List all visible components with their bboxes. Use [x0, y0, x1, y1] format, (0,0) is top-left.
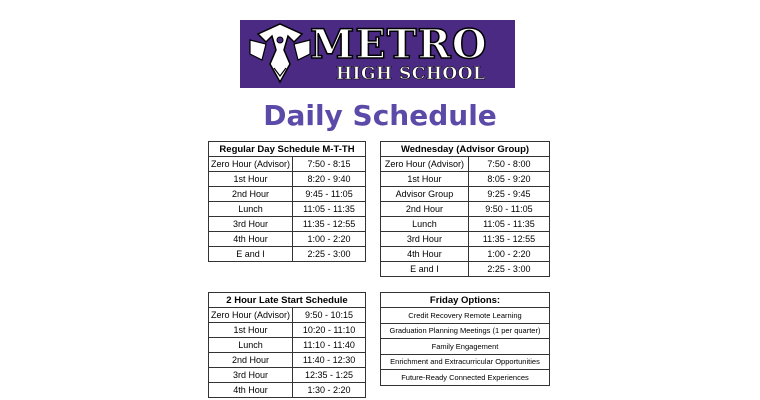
period-name: Lunch	[381, 217, 469, 232]
table-row	[209, 308, 366, 323]
period-name: 2nd Hour	[381, 202, 469, 217]
table-row	[209, 217, 366, 232]
period-name: Zero Hour (Advisor)	[381, 157, 469, 172]
table-row	[209, 172, 366, 187]
friday-options-table	[380, 292, 550, 386]
table-row	[209, 232, 366, 247]
period-name: Zero Hour (Advisor)	[209, 157, 293, 172]
period-time: 1:00 - 2:20	[468, 247, 549, 262]
table-row	[209, 187, 366, 202]
period-time: 8:20 - 9:40	[293, 172, 366, 187]
period-time: 7:50 - 8:15	[293, 157, 366, 172]
regular-day-table	[208, 141, 366, 262]
table-row	[381, 157, 550, 172]
period-time: 11:35 - 12:55	[468, 232, 549, 247]
table-title: Regular Day Schedule M-T-TH	[209, 142, 366, 157]
list-item	[381, 323, 550, 339]
period-name: E and I	[209, 247, 293, 262]
period-time: 9:25 - 9:45	[468, 187, 549, 202]
period-name: 3rd Hour	[209, 368, 293, 383]
period-name: E and I	[381, 262, 469, 277]
table-row	[381, 247, 550, 262]
table-row	[209, 383, 366, 398]
school-logo	[240, 20, 515, 88]
period-time: 1:00 - 2:20	[293, 232, 366, 247]
wednesday-table	[380, 141, 550, 277]
period-name: 1st Hour	[209, 172, 293, 187]
friday-option: Credit Recovery Remote Learning	[381, 308, 550, 324]
table-row	[381, 262, 550, 277]
period-time: 11:35 - 12:55	[293, 217, 366, 232]
period-name: Lunch	[209, 338, 293, 353]
period-time: 11:40 - 12:30	[293, 353, 366, 368]
period-name: Lunch	[209, 202, 293, 217]
table-title: 2 Hour Late Start Schedule	[209, 293, 366, 308]
period-name: Advisor Group	[381, 187, 469, 202]
table-row	[209, 368, 366, 383]
period-name: 2nd Hour	[209, 353, 293, 368]
period-name: 1st Hour	[209, 323, 293, 338]
friday-option: Future-Ready Connected Experiences	[381, 370, 550, 386]
table-row	[209, 353, 366, 368]
table-title: Wednesday (Advisor Group)	[381, 142, 550, 157]
list-item	[381, 370, 550, 386]
list-item	[381, 339, 550, 355]
list-item	[381, 354, 550, 370]
period-time: 8:05 - 9:20	[468, 172, 549, 187]
period-name: 3rd Hour	[209, 217, 293, 232]
period-time: 2:25 - 3:00	[468, 262, 549, 277]
period-name: 1st Hour	[381, 172, 469, 187]
table-row	[209, 338, 366, 353]
table-row	[209, 202, 366, 217]
period-time: 11:05 - 11:35	[293, 202, 366, 217]
period-time: 7:50 - 8:00	[468, 157, 549, 172]
period-time: 12:35 - 1:25	[293, 368, 366, 383]
period-name: 4th Hour	[209, 232, 293, 247]
period-time: 11:10 - 11:40	[293, 338, 366, 353]
period-time: 2:25 - 3:00	[293, 247, 366, 262]
logo-wordmark: METRO	[310, 21, 488, 68]
table-title: Friday Options:	[381, 293, 550, 308]
late-start-table	[208, 292, 366, 398]
period-time: 9:50 - 11:05	[468, 202, 549, 217]
period-time: 10:20 - 11:10	[293, 323, 366, 338]
table-row	[209, 323, 366, 338]
friday-option: Enrichment and Extracurricular Opportunities	[381, 354, 550, 370]
table-row	[209, 157, 366, 172]
table-row	[381, 217, 550, 232]
table-row	[381, 232, 550, 247]
period-time: 9:50 - 10:15	[293, 308, 366, 323]
period-name: Zero Hour (Advisor)	[209, 308, 293, 323]
period-name: 2nd Hour	[209, 187, 293, 202]
friday-option: Graduation Planning Meetings (1 per quarter)	[381, 323, 550, 339]
page-title: Daily Schedule	[263, 99, 497, 132]
friday-option: Family Engagement	[381, 339, 550, 355]
period-name: 3rd Hour	[381, 232, 469, 247]
period-time: 11:05 - 11:35	[468, 217, 549, 232]
table-row	[209, 247, 366, 262]
list-item	[381, 308, 550, 324]
table-row	[381, 187, 550, 202]
period-time: 1:30 - 2:20	[293, 383, 366, 398]
table-row	[381, 172, 550, 187]
table-row	[381, 202, 550, 217]
period-name: 4th Hour	[209, 383, 293, 398]
period-name: 4th Hour	[381, 247, 469, 262]
period-time: 9:45 - 11:05	[293, 187, 366, 202]
logo-subtitle: HIGH SCHOOL	[336, 64, 486, 84]
